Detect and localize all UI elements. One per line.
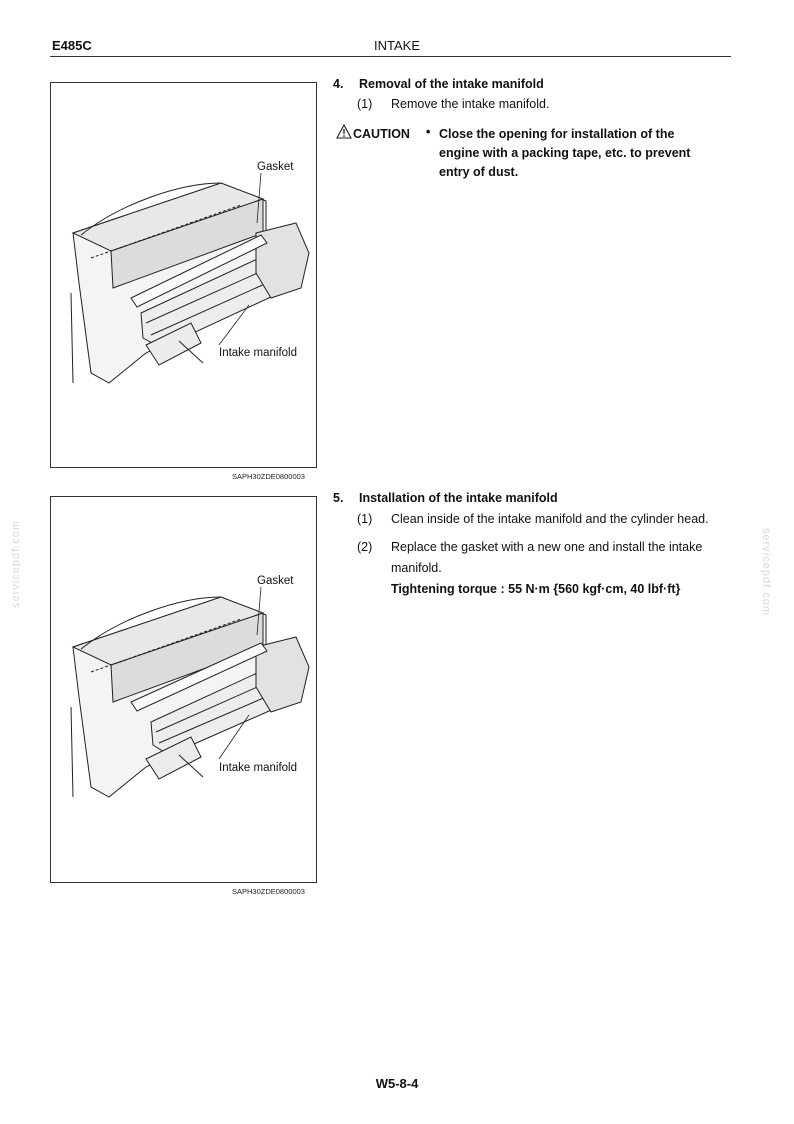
step-number: (2): [357, 540, 373, 554]
step-item: [357, 94, 741, 116]
caution-label: CAUTION: [353, 127, 410, 141]
header-divider: [50, 56, 731, 57]
section-number: 5.: [333, 491, 344, 505]
caution-line: Close the opening for installation of the: [439, 127, 675, 141]
figure-installation: [50, 496, 317, 883]
engine-illustration: [51, 83, 316, 467]
caution-bullet: •: [426, 125, 431, 139]
figure-removal: [50, 82, 317, 468]
step-text: Replace the gasket with a new one and install the intake manifold.: [391, 540, 703, 575]
caution-text: [439, 125, 690, 182]
watermark-right: servicepdf.com: [759, 528, 772, 616]
step-text: Remove the intake manifold.: [391, 97, 550, 111]
header-model: E485C: [52, 38, 92, 53]
caution-line: engine with a packing tape, etc. to prevent: [439, 146, 691, 160]
section-title: Installation of the intake manifold: [359, 491, 558, 505]
callout-intake-manifold: Intake manifold: [219, 762, 297, 774]
caution-line: entry of dust.: [439, 165, 519, 179]
section-number: 4.: [333, 77, 344, 91]
step-text: Clean inside of the intake manifold and the cylinder head.: [391, 512, 709, 526]
page-number: W5-8-4: [375, 1076, 419, 1091]
step-item: [357, 509, 741, 531]
figure-id: SAPH30ZDE0800003: [232, 472, 305, 481]
warning-triangle-icon: [336, 124, 352, 140]
callout-gasket: Gasket: [257, 575, 294, 587]
figure-id: SAPH30ZDE0800003: [232, 887, 305, 896]
callout-intake-manifold: Intake manifold: [219, 347, 297, 359]
engine-illustration: [51, 497, 316, 882]
step-number: (1): [357, 97, 373, 111]
header-section: INTAKE: [374, 38, 420, 53]
watermark-left: servicepdf.com: [9, 520, 22, 608]
tightening-torque: Tightening torque : 55 N·m {560 kgf·cm, 40 lbf·ft}: [391, 582, 681, 596]
callout-gasket: Gasket: [257, 161, 294, 173]
step-number: (1): [357, 512, 373, 526]
section-title: Removal of the intake manifold: [359, 77, 544, 91]
